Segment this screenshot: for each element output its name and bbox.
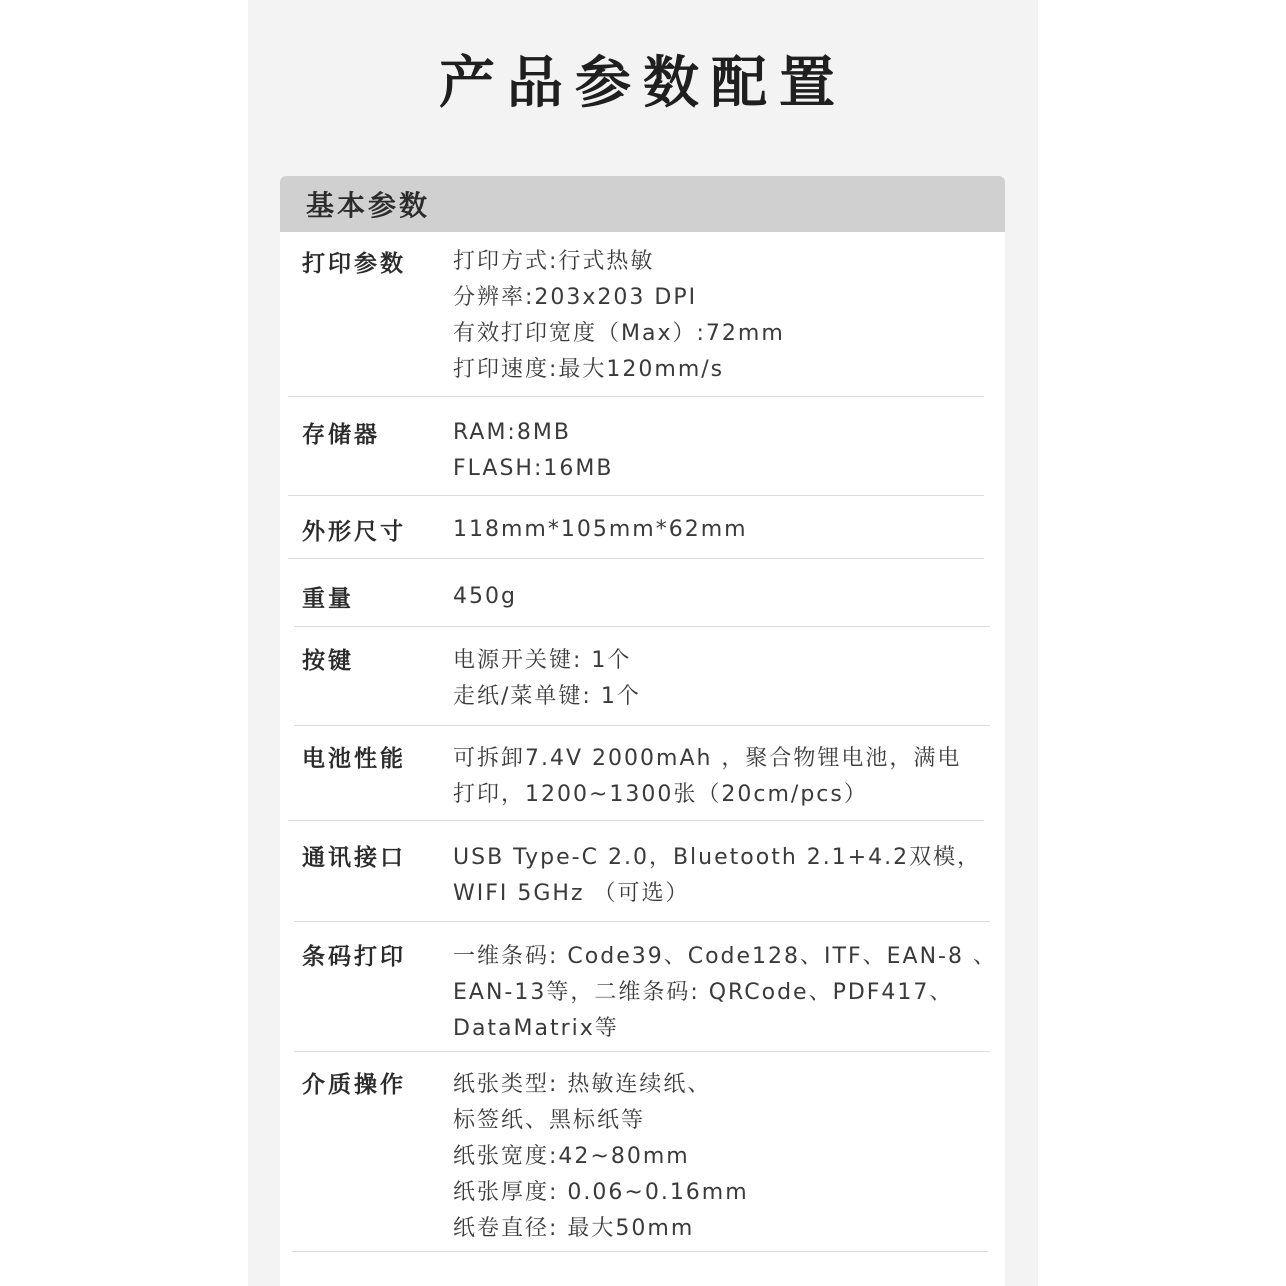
spec-value-line: 纸张宽度:42~80mm (453, 1144, 690, 1169)
spec-label: 电池性能 (302, 746, 406, 772)
row-divider (288, 396, 984, 397)
row-divider (294, 626, 990, 627)
spec-value-line: 走纸/菜单键: 1个 (453, 684, 641, 709)
spec-value-line: 一维条码: Code39、Code128、ITF、EAN-8 、 (453, 944, 997, 969)
spec-value-line: 纸张厚度: 0.06~0.16mm (453, 1180, 749, 1205)
spec-value (453, 579, 993, 615)
spec-label: 条码打印 (302, 944, 406, 970)
spec-value-line: 118mm*105mm*62mm (453, 517, 748, 542)
spec-label: 按键 (302, 648, 354, 674)
spec-value (453, 643, 993, 715)
section-header: 基本参数 (280, 176, 1005, 232)
spec-value-line: 打印速度:最大120mm/s (453, 357, 725, 382)
spec-label: 外形尺寸 (302, 519, 406, 545)
spec-card (280, 176, 1005, 1286)
spec-value-line: 有效打印宽度（Max）:72mm (453, 321, 785, 346)
spec-value-line: 标签纸、黑标纸等 (453, 1108, 646, 1133)
row-divider (288, 558, 984, 559)
row-divider (288, 495, 984, 496)
spec-value (453, 840, 993, 912)
spec-value-line: 打印方式:行式热敏 (453, 249, 655, 274)
spec-label: 存储器 (302, 422, 380, 448)
row-divider (294, 921, 990, 922)
spec-value-line: 电源开关键: 1个 (453, 648, 632, 673)
spec-value-line: 纸张类型: 热敏连续纸、 (453, 1072, 712, 1097)
row-divider (288, 820, 984, 821)
spec-value (453, 741, 993, 813)
spec-value-line: DataMatrix等 (453, 1016, 619, 1041)
spec-value-line: 可拆卸7.4V 2000mAh ，聚合物锂电池，满电 (453, 746, 962, 771)
row-divider (294, 725, 990, 726)
row-divider (294, 1051, 990, 1052)
spec-value-line: USB Type-C 2.0，Bluetooth 2.1+4.2双模， (453, 845, 982, 870)
row-divider (292, 1251, 988, 1252)
spec-value-line: WIFI 5GHz （可选） (453, 881, 690, 906)
spec-label: 重量 (302, 586, 354, 612)
spec-value-line: RAM:8MB (453, 420, 571, 445)
spec-label: 打印参数 (302, 251, 406, 277)
spec-value (453, 244, 993, 388)
spec-value-line: 450g (453, 584, 517, 609)
spec-label: 通讯接口 (302, 845, 406, 871)
spec-value (453, 512, 993, 548)
page (248, 0, 1038, 1286)
spec-label: 介质操作 (302, 1072, 406, 1098)
spec-value-line: EAN-13等，二维条码: QRCode、PDF417、 (453, 980, 954, 1005)
spec-value (453, 939, 997, 1047)
spec-value (453, 1067, 993, 1247)
spec-value-line: FLASH:16MB (453, 456, 614, 481)
spec-value (453, 415, 993, 487)
spec-value-line: 分辨率:203x203 DPI (453, 285, 698, 310)
page-title: 产品参数配置 (439, 51, 847, 116)
spec-value-line: 打印，1200~1300张（20cm/pcs） (453, 782, 868, 807)
spec-value-line: 纸卷直径: 最大50mm (453, 1216, 695, 1241)
